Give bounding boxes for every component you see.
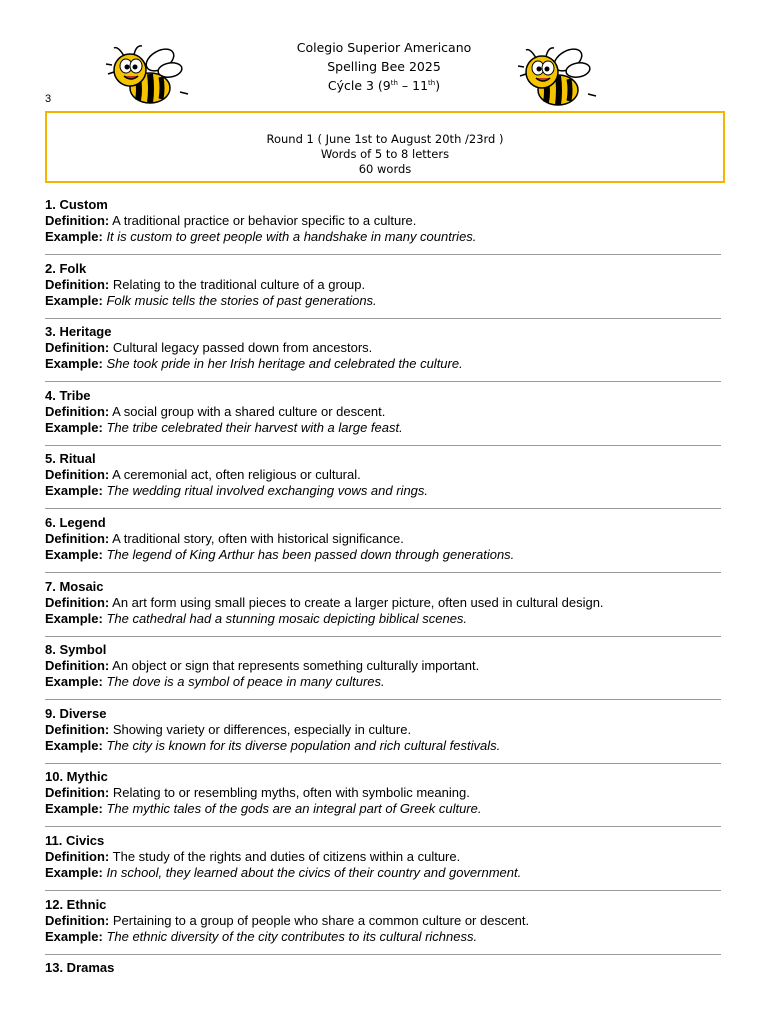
definition-text: Relating to or resembling myths, often with symbolic meaning. bbox=[112, 785, 470, 801]
word-list bbox=[45, 197, 721, 1024]
word-entry bbox=[45, 515, 721, 579]
word-example bbox=[45, 929, 721, 945]
word-definition bbox=[45, 467, 721, 483]
word-title: 12. Ethnic bbox=[45, 896, 107, 912]
word-title: 6. Legend bbox=[45, 514, 106, 530]
entry-divider bbox=[45, 572, 721, 573]
word-example bbox=[45, 293, 721, 309]
round-title: Round 1 ( June 1st to August 20th /23rd ) bbox=[266, 132, 504, 146]
word-entry bbox=[45, 579, 721, 643]
example-text: The city is known for its diverse population and rich cultural festivals. bbox=[106, 737, 501, 753]
word-definition bbox=[45, 531, 721, 547]
example-text: She took pride in her Irish heritage and celebrated the culture. bbox=[106, 356, 463, 372]
example-text: The wedding ritual involved exchanging vows and rings. bbox=[106, 483, 429, 499]
definition-text: Pertaining to a group of people who share a common culture or descent. bbox=[112, 912, 530, 928]
definition-label: Definition: bbox=[45, 403, 110, 419]
word-definition bbox=[45, 213, 721, 229]
word-title: 10. Mythic bbox=[45, 769, 108, 785]
definition-label: Definition: bbox=[45, 785, 110, 801]
word-entry bbox=[45, 960, 721, 1024]
definition-text: Showing variety or differences, especially in culture. bbox=[112, 721, 412, 737]
example-text: Folk music tells the stories of past generations. bbox=[106, 292, 377, 308]
word-example bbox=[45, 801, 721, 817]
definition-text: A traditional story, often with historical significance. bbox=[112, 530, 404, 546]
example-label: Example: bbox=[45, 928, 103, 944]
word-example bbox=[45, 865, 721, 881]
word-entry bbox=[45, 261, 721, 325]
word-title: 3. Heritage bbox=[45, 324, 112, 340]
word-entry bbox=[45, 642, 721, 706]
definition-label: Definition: bbox=[45, 848, 110, 864]
entry-divider bbox=[45, 890, 721, 891]
entry-divider bbox=[45, 636, 721, 637]
word-entry bbox=[45, 897, 721, 961]
example-text: The legend of King Arthur has been passed down through generations. bbox=[106, 546, 515, 562]
entry-divider bbox=[45, 254, 721, 255]
definition-text: Cultural legacy passed down from ancestors. bbox=[112, 340, 373, 356]
word-entry bbox=[45, 769, 721, 833]
definition-label: Definition: bbox=[45, 340, 110, 356]
entry-divider bbox=[45, 381, 721, 382]
word-example bbox=[45, 483, 721, 499]
word-title: 8. Symbol bbox=[45, 642, 107, 658]
definition-label: Definition: bbox=[45, 467, 110, 483]
example-label: Example: bbox=[45, 737, 103, 753]
word-title: 4. Tribe bbox=[45, 387, 91, 403]
bee-left-icon bbox=[102, 38, 194, 110]
example-label: Example: bbox=[45, 546, 103, 562]
example-label: Example: bbox=[45, 419, 103, 435]
entry-divider bbox=[45, 318, 721, 319]
word-example bbox=[45, 738, 721, 754]
word-example bbox=[45, 420, 721, 436]
example-label: Example: bbox=[45, 801, 103, 817]
word-title: 11. Civics bbox=[45, 832, 105, 848]
entry-divider bbox=[45, 763, 721, 764]
definition-label: Definition: bbox=[45, 213, 110, 228]
definition-text: A traditional practice or behavior specific to a culture. bbox=[112, 213, 417, 228]
example-label: Example: bbox=[45, 674, 103, 690]
word-title: 1. Custom bbox=[45, 197, 108, 212]
example-text: The tribe celebrated their harvest with a large feast. bbox=[106, 419, 403, 435]
example-text: The cathedral had a stunning mosaic depicting biblical scenes. bbox=[106, 610, 468, 626]
word-entry bbox=[45, 324, 721, 388]
word-entry bbox=[45, 706, 721, 770]
word-title: 13. Dramas bbox=[45, 960, 115, 976]
word-entry bbox=[45, 451, 721, 515]
word-definition bbox=[45, 722, 721, 738]
round-subtitle: Words of 5 to 8 letters bbox=[320, 147, 450, 161]
definition-text: An art form using small pieces to create a larger picture, often used in cultural design. bbox=[112, 594, 604, 610]
word-title: 2. Folk bbox=[45, 260, 87, 276]
word-definition bbox=[45, 595, 721, 611]
word-definition bbox=[45, 849, 721, 865]
word-definition bbox=[45, 785, 721, 801]
word-entry bbox=[45, 197, 721, 261]
definition-label: Definition: bbox=[45, 658, 110, 674]
example-label: Example: bbox=[45, 292, 103, 308]
definition-text: A social group with a shared culture or descent. bbox=[112, 403, 386, 419]
example-text: The mythic tales of the gods are an integral part of Greek culture. bbox=[106, 801, 482, 817]
entry-divider bbox=[45, 954, 721, 955]
example-text: The ethnic diversity of the city contributes to its cultural richness. bbox=[106, 928, 478, 944]
entry-divider bbox=[45, 699, 721, 700]
word-title: 5. Ritual bbox=[45, 451, 96, 467]
word-example bbox=[45, 356, 721, 372]
word-definition bbox=[45, 340, 721, 356]
bee-right-icon bbox=[512, 40, 604, 112]
example-label: Example: bbox=[45, 864, 103, 880]
example-label: Example: bbox=[45, 356, 103, 372]
word-title: 7. Mosaic bbox=[45, 578, 104, 594]
word-example bbox=[45, 547, 721, 563]
definition-label: Definition: bbox=[45, 594, 110, 610]
round-info-box bbox=[45, 111, 725, 183]
word-definition bbox=[45, 277, 721, 293]
word-definition bbox=[45, 404, 721, 420]
example-text: It is custom to greet people with a handshake in many countries. bbox=[106, 229, 477, 244]
entry-divider bbox=[45, 826, 721, 827]
event-name: Spelling Bee 2025 bbox=[327, 59, 441, 74]
word-example bbox=[45, 611, 721, 627]
example-text: In school, they learned about the civics of their country and government. bbox=[106, 864, 522, 880]
example-label: Example: bbox=[45, 229, 103, 244]
definition-label: Definition: bbox=[45, 276, 110, 292]
cycle-label: Cýcle 3 (9th – 11th) bbox=[327, 78, 441, 93]
definition-text: The study of the rights and duties of citizens within a culture. bbox=[112, 848, 461, 864]
definition-label: Definition: bbox=[45, 530, 110, 546]
page-number: 3 bbox=[45, 93, 52, 105]
word-entry bbox=[45, 833, 721, 897]
example-text: The dove is a symbol of peace in many cultures. bbox=[106, 674, 385, 690]
entry-divider bbox=[45, 445, 721, 446]
round-word-count: 60 words bbox=[358, 162, 412, 176]
definition-text: Relating to the traditional culture of a group. bbox=[112, 276, 366, 292]
definition-label: Definition: bbox=[45, 721, 110, 737]
word-definition bbox=[45, 913, 721, 929]
word-example bbox=[45, 674, 721, 690]
example-label: Example: bbox=[45, 610, 103, 626]
definition-text: An object or sign that represents something culturally important. bbox=[112, 658, 480, 674]
word-definition bbox=[45, 658, 721, 674]
entry-divider bbox=[45, 508, 721, 509]
example-label: Example: bbox=[45, 483, 103, 499]
word-title: 9. Diverse bbox=[45, 705, 107, 721]
word-example bbox=[45, 229, 721, 245]
school-name: Colegio Superior Americano bbox=[296, 40, 472, 55]
word-entry bbox=[45, 388, 721, 452]
definition-text: A ceremonial act, often religious or cultural. bbox=[112, 467, 361, 483]
definition-label: Definition: bbox=[45, 912, 110, 928]
